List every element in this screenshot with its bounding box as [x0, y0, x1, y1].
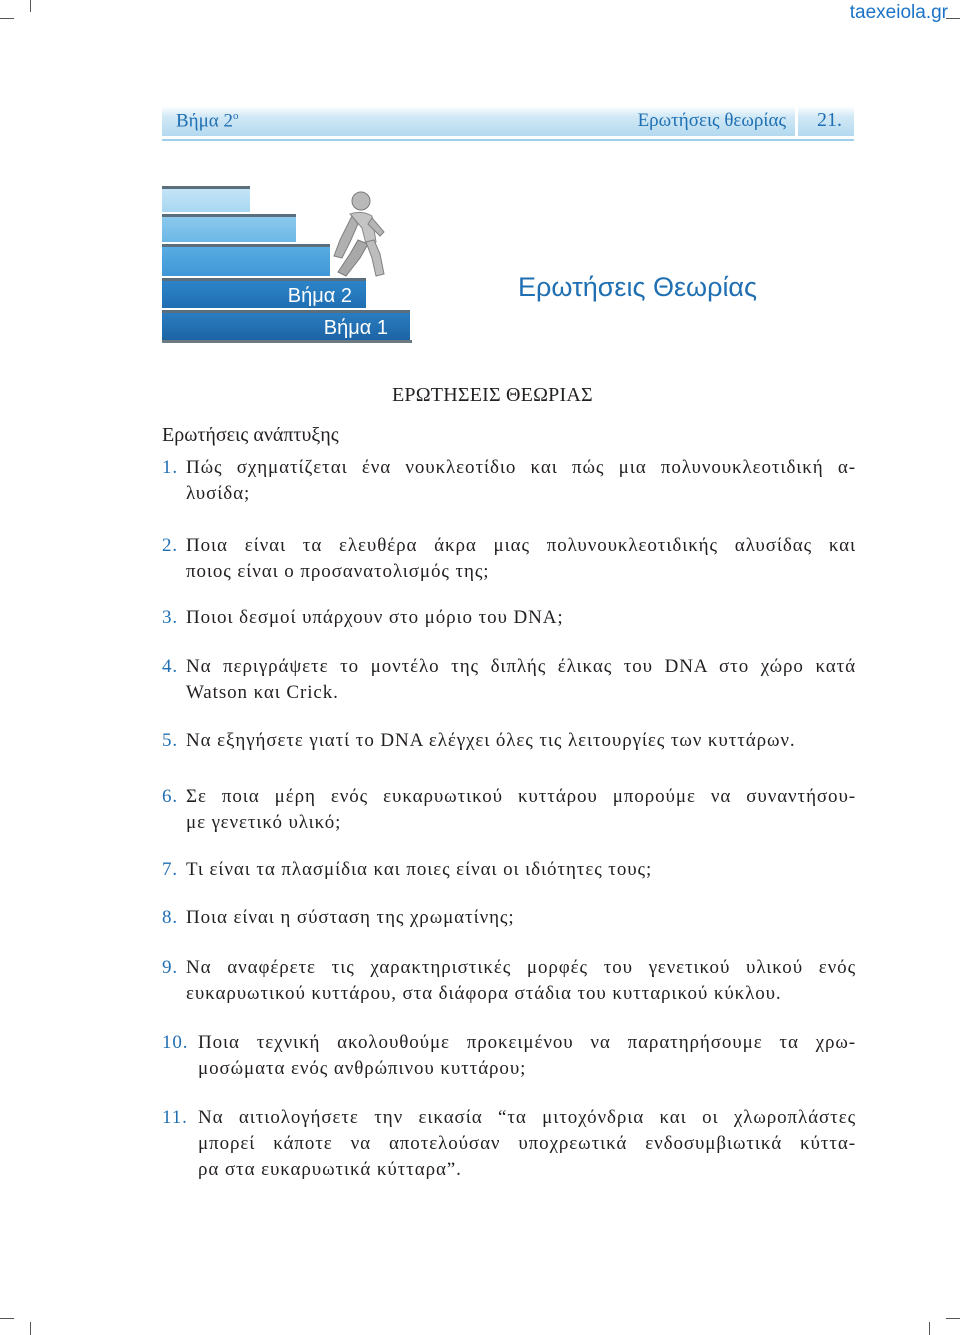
question-line: Να αιτιολογήσετε την εικασία “τα μιτοχόνδρια και οι χλωροπλάστες: [198, 1107, 856, 1128]
question-line: ευκαρυωτικού κυττάρου, στα διάφορα στάδια του κυτταρικού κύκλου.: [186, 983, 782, 1004]
question-line: με γενετικό υλικό;: [186, 812, 342, 833]
question-item: [162, 728, 856, 754]
question-line: Να εξηγήσετε γιατί το DNA ελέγχει όλες τις λειτουργίες των κυττάρων.: [186, 730, 796, 751]
question-line: Watson και Crick.: [186, 682, 339, 703]
walking-person-icon: [334, 192, 384, 276]
stair-step: [162, 214, 296, 242]
crop-mark: [946, 18, 960, 19]
question-line: μοσώματα ενός ανθρώπινου κυττάρου;: [198, 1058, 527, 1079]
question-number: 2.: [162, 535, 179, 556]
question-item: [162, 1030, 856, 1082]
question-line: μπορεί κάποτε να αποτελούσαν υποχρεωτικά ενδοσυμβιωτικά κύττα-: [198, 1133, 856, 1154]
question-number: 7.: [162, 859, 179, 880]
question-line: Πώς σχηματίζεται ένα νουκλεοτίδιο και πώς μια πολυνουκλεοτιδική α-: [186, 457, 856, 478]
question-number: 5.: [162, 730, 179, 751]
page-number: 21.: [817, 109, 842, 131]
header-section-label: Ερωτήσεις θεωρίας: [637, 110, 786, 131]
question-line: Τι είναι τα πλασμίδια και ποιες είναι οι ιδιότητες τους;: [186, 859, 653, 880]
question-line: Να αναφέρετε τις χαρακτηριστικές μορφές του γενετικού υλικού ενός: [186, 957, 856, 978]
question-item: [162, 533, 856, 585]
chapter-title: Ερωτήσεις Θεωρίας: [518, 272, 758, 302]
header-step-label: Βήμα $2^o$: [176, 110, 239, 132]
question-line: Σε ποια μέρη ενός ευκαρυωτικού κυττάρου μπορούμε να συναντήσου-: [186, 786, 856, 807]
crop-mark: [0, 18, 14, 19]
question-line: Ποια τεχνική ακολουθούμε προκειμένου να παρατηρήσουμε τα χρω-: [198, 1032, 856, 1053]
question-line: Να περιγράψετε το μοντέλο της διπλής έλικας του DNA στο χώρο κατά: [186, 656, 856, 677]
question-item: [162, 905, 856, 931]
stair-step: [162, 244, 330, 276]
question-number: 6.: [162, 786, 179, 807]
running-header: [162, 106, 854, 139]
question-number: 11.: [162, 1107, 188, 1128]
question-item: [162, 455, 856, 507]
question-line: Ποιοι δεσμοί υπάρχουν στο μόριο του DNA;: [186, 607, 564, 628]
question-item: [162, 784, 856, 836]
question-item: [162, 654, 856, 706]
header-divider: [795, 106, 798, 136]
step-1-label: Βήμα 1: [323, 317, 388, 339]
crop-mark: [30, 0, 31, 12]
question-number: 10.: [162, 1032, 189, 1053]
question-item: [162, 857, 856, 883]
question-item: [162, 1105, 856, 1183]
site-watermark-link[interactable]: taexeiola.gr: [849, 2, 948, 23]
crop-mark: [0, 1318, 14, 1319]
question-line: Ποια είναι η σύσταση της χρωματίνης;: [186, 907, 515, 928]
question-number: 3.: [162, 607, 179, 628]
crop-mark: [946, 1318, 960, 1319]
question-line: Ποια είναι τα ελευθέρα άκρα μιας πολυνουκλεοτιδικής αλυσίδας και: [186, 535, 856, 556]
crop-mark: [30, 1322, 31, 1335]
main-heading: ΕΡΩΤΗΣΕΙΣ ΘΕΩΡΙΑΣ: [392, 384, 593, 406]
question-line: ρα στα ευκαρυωτικά κύτταρα”.: [198, 1159, 462, 1180]
sub-heading: Ερωτήσεις ανάπτυξης: [162, 424, 339, 446]
crop-mark: [929, 1322, 930, 1335]
stair-step: [162, 186, 250, 212]
question-item: [162, 605, 856, 631]
question-number: 1.: [162, 457, 179, 478]
question-number: 8.: [162, 907, 179, 928]
question-line: λυσίδα;: [186, 483, 251, 504]
question-item: [162, 955, 856, 1007]
step-2-label: Βήμα 2: [287, 285, 352, 307]
question-number: 9.: [162, 957, 179, 978]
question-number: 4.: [162, 656, 179, 677]
question-line: ποιος είναι ο προσανατολισμός της;: [186, 561, 490, 582]
stairs-illustration: [162, 184, 462, 344]
